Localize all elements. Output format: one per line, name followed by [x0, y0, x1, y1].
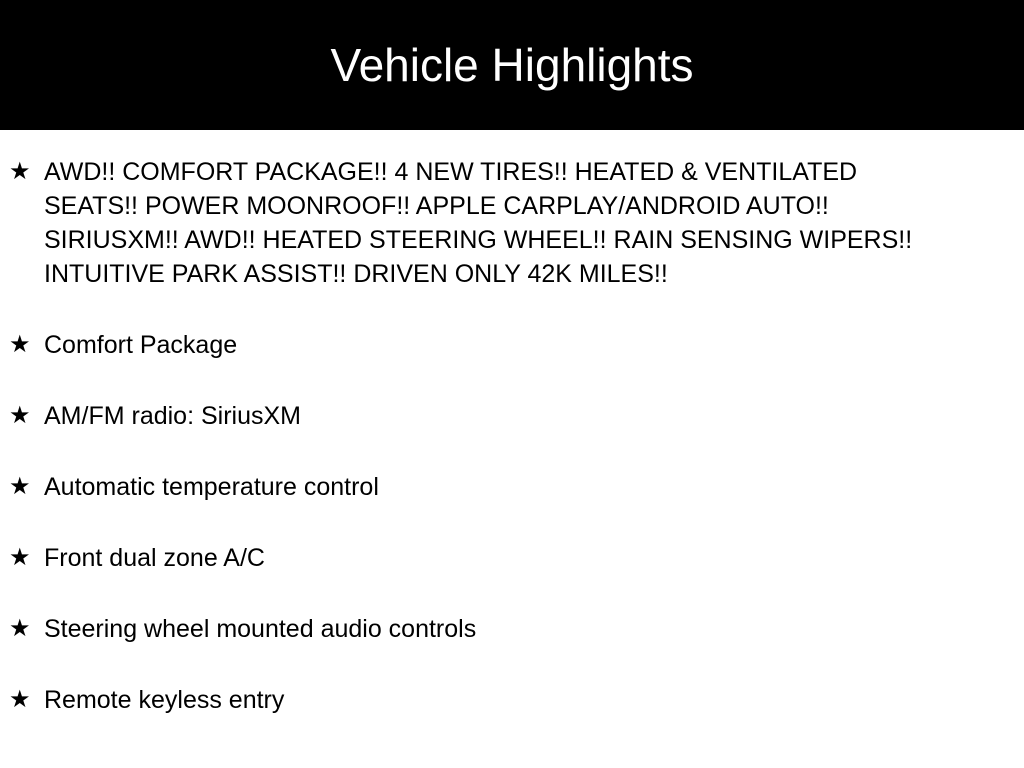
highlight-text: AWD!! COMFORT PACKAGE!! 4 NEW TIRES!! HEATED & VENTILATED SEATS!! POWER MOONROOF!! APPLE CARPLAY/ANDROID AUTO!! SIRIUSXM!! AWD!! HEATED STEERING WHEEL!! RAIN SENSING WIPERS!! INTUITIVE PARK ASSIST!! DRIVEN ONLY 42K MILES!!: [44, 158, 913, 288]
highlight-text: Front dual zone A/C: [44, 544, 265, 572]
star-bullet-icon: ★: [9, 615, 31, 642]
highlight-text: Remote keyless entry: [44, 686, 285, 714]
highlight-text: Steering wheel mounted audio controls: [44, 615, 477, 643]
star-bullet-icon: ★: [9, 402, 31, 429]
highlight-item: [9, 155, 954, 291]
star-bullet-icon: ★: [9, 158, 31, 185]
page-header: [0, 0, 1024, 130]
highlight-item: [9, 541, 954, 575]
highlight-item: [9, 683, 954, 717]
highlight-text: Comfort Package: [44, 331, 238, 359]
highlight-item: [9, 328, 954, 362]
highlight-item: [9, 470, 954, 504]
star-bullet-icon: ★: [9, 331, 31, 358]
highlights-list: [0, 130, 1024, 717]
highlight-item: [9, 612, 954, 646]
page-title: Vehicle Highlights: [330, 39, 694, 91]
star-bullet-icon: ★: [9, 544, 31, 571]
highlight-text: Automatic temperature control: [44, 473, 379, 501]
highlight-text: AM/FM radio: SiriusXM: [44, 402, 301, 430]
highlight-item: [9, 399, 954, 433]
star-bullet-icon: ★: [9, 473, 31, 500]
star-bullet-icon: ★: [9, 686, 31, 713]
